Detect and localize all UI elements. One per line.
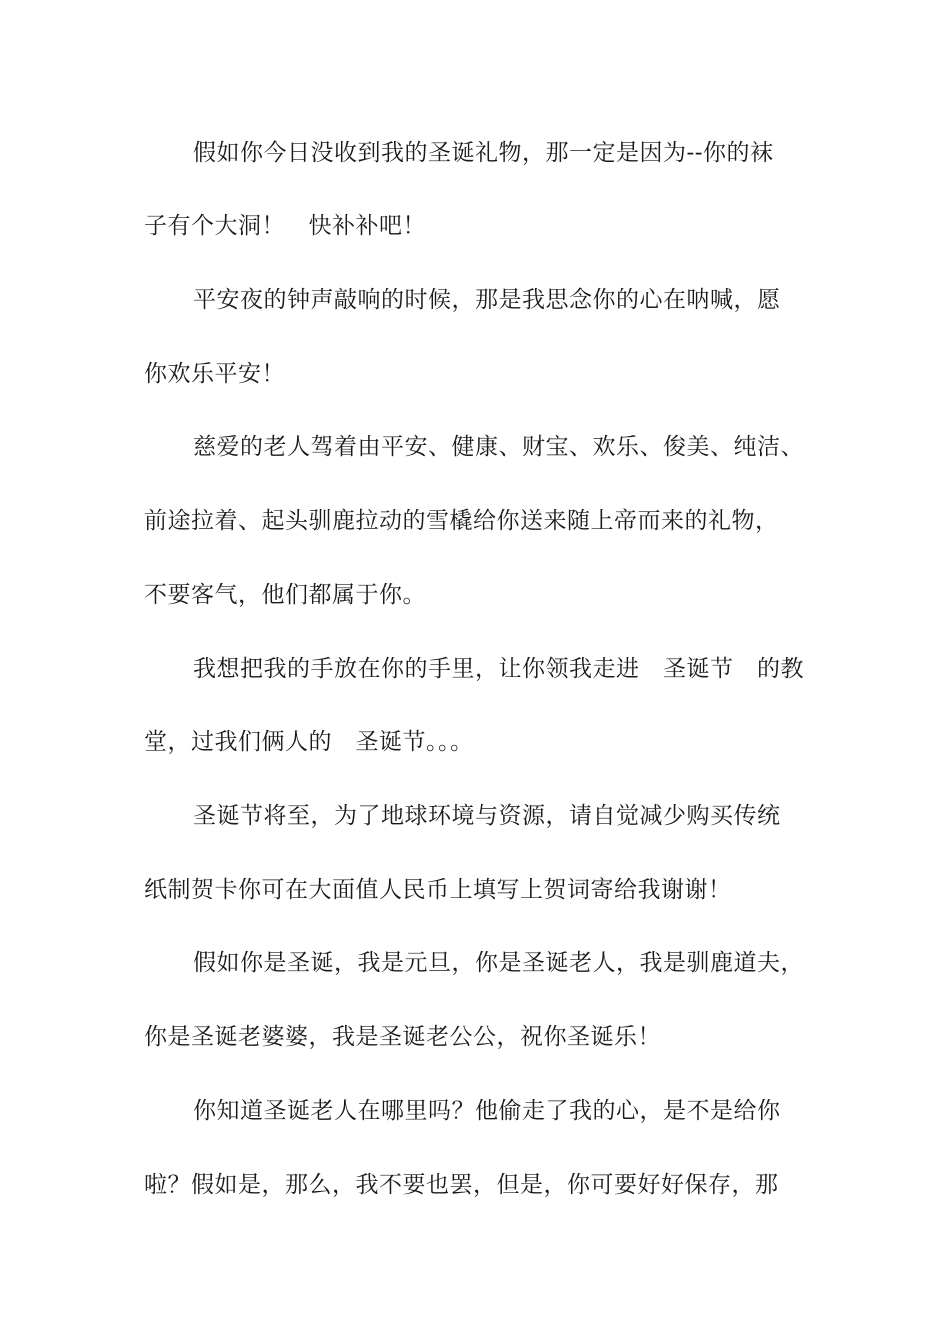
paragraph-6-line-2: 你是圣诞老婆婆，我是圣诞老公公，祝你圣诞乐！ — [144, 1024, 661, 1050]
paragraph-1-line-1: 假如你今日没收到我的圣诞礼物，那一定是因为--你的袜 — [193, 140, 774, 166]
paragraph-4-line-1: 我想把我的手放在你的手里，让你领我走进 圣诞节 的教 — [193, 656, 804, 682]
paragraph-3-line-1: 慈爱的老人驾着由平安、健康、财宝、欢乐、俊美、纯洁、 — [193, 434, 804, 460]
paragraph-7-line-1: 你知道圣诞老人在哪里吗？他偷走了我的心，是不是给你 — [193, 1098, 781, 1124]
paragraph-6-line-1: 假如你是圣诞，我是元旦，你是圣诞老人，我是驯鹿道夫， — [193, 950, 804, 976]
paragraph-5-line-1: 圣诞节将至，为了地球环境与资源，请自觉减少购买传统 — [193, 803, 781, 829]
paragraph-3-line-3: 不要客气，他们都属于你。 — [144, 582, 426, 608]
paragraph-7-line-2: 啦？假如是，那么，我不要也罢，但是，你可要好好保存，那 — [144, 1172, 779, 1198]
paragraph-2-line-1: 平安夜的钟声敲响的时候，那是我思念你的心在呐喊，愿 — [193, 287, 781, 313]
paragraph-5-line-2: 纸制贺卡你可在大面值人民币上填写上贺词寄给我谢谢！ — [144, 877, 732, 903]
paragraph-3-line-2: 前途拉着、起头驯鹿拉动的雪橇给你送来随上帝而来的礼物， — [144, 508, 779, 534]
paragraph-4-line-2: 堂，过我们俩人的 圣诞节。。。 — [144, 729, 474, 755]
paragraph-2-line-2: 你欢乐平安！ — [144, 361, 285, 387]
paragraph-1-line-2: 子有个大洞！ 快补补吧！ — [144, 213, 426, 239]
